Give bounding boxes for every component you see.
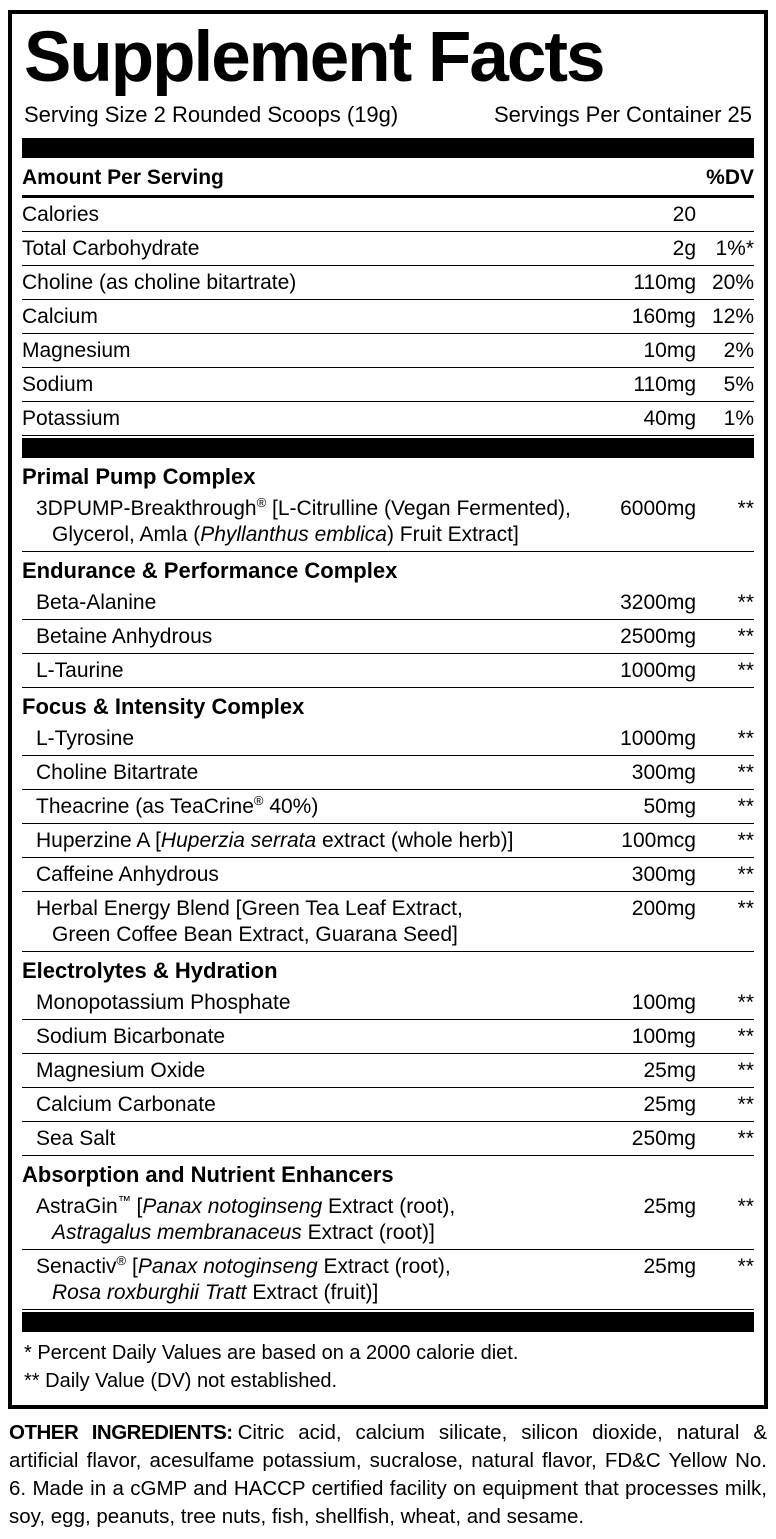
ingredient-name [22, 1024, 596, 1050]
ingredient-name [22, 760, 596, 786]
ingredient-amount: 250mg [631, 1127, 696, 1151]
nutrient-amount: 2g [672, 237, 696, 261]
ingredient-amount: 100mcg [621, 829, 696, 853]
divider-bar-bottom [22, 1312, 754, 1332]
footnote-dv-not-established: ** Daily Value (DV) not established. [24, 1370, 338, 1393]
ingredient-name [22, 590, 596, 616]
ingredient-name-line1: Calcium Carbonate [36, 1093, 216, 1117]
ingredient-dv: ** [737, 1093, 754, 1117]
nutrient-row [22, 300, 754, 334]
ingredient-row [22, 654, 754, 688]
ingredient-name [22, 1254, 596, 1306]
ingredient-name [22, 828, 596, 854]
ingredient-amount: 300mg [631, 761, 696, 785]
ingredient-name-line1: Huperzine A [Huperzia serrata extract (whole herb)] [36, 829, 514, 853]
ingredient-dv: ** [737, 795, 754, 819]
ingredient-name [22, 862, 596, 888]
ingredient-dv: ** [737, 1195, 754, 1219]
ingredient-row [22, 892, 754, 952]
other-ingredients-text: Citric acid, calcium silicate, silicon dioxide, natural & artificial flavor, acesulfame potassium, sucralose, natural flavor, FD&C Yellow No. 6. Made in a cGMP and HACCP certified facility on equipment that processes milk, soy, egg, peanuts, tree nuts, fish, shellfish, wheat, and sesame. [9, 1421, 768, 1529]
ingredient-amount: 3200mg [620, 591, 696, 615]
ingredient-name-line2: Astragalus membranaceus Extract (root)] [52, 1221, 435, 1245]
amount-per-serving-header: Amount Per Serving [22, 166, 224, 190]
ingredient-name [22, 1058, 596, 1084]
footnotes [22, 1332, 754, 1397]
ingredient-name [22, 1092, 596, 1118]
ingredient-row [22, 586, 754, 620]
section-absorption-nutrient-enhancers [22, 1156, 754, 1310]
ingredient-name [22, 896, 596, 948]
ingredient-amount: 6000mg [620, 497, 696, 521]
nutrient-amount: 110mg [633, 271, 696, 295]
ingredient-row [22, 1250, 754, 1310]
ingredient-name [22, 496, 596, 548]
nutrient-row [22, 198, 754, 232]
nutrient-row [22, 402, 754, 436]
ingredient-dv: ** [737, 659, 754, 683]
servings-per-container: Servings Per Container 25 [493, 102, 752, 128]
column-header-row [22, 158, 754, 198]
ingredient-amount: 1000mg [620, 659, 696, 683]
ingredient-dv: ** [737, 1255, 754, 1279]
ingredient-name-line1: Senactiv® [Panax notoginseng Extract (root), [36, 1253, 451, 1279]
ingredient-row [22, 824, 754, 858]
ingredient-dv: ** [737, 863, 754, 887]
ingredient-amount: 25mg [643, 1255, 696, 1279]
section-heading: Focus & Intensity Complex [22, 694, 305, 720]
ingredient-amount: 2500mg [620, 625, 696, 649]
ingredient-row [22, 790, 754, 824]
ingredient-row [22, 1122, 754, 1156]
nutrient-dv: 5% [723, 373, 754, 397]
ingredient-row [22, 1190, 754, 1250]
nutrient-dv: 20% [711, 271, 754, 295]
ingredient-name-line1: Choline Bitartrate [36, 761, 199, 785]
nutrient-dv: 1%* [715, 237, 754, 261]
ingredient-dv: ** [737, 625, 754, 649]
ingredient-row [22, 986, 754, 1020]
ingredient-name-line1: L-Taurine [36, 659, 124, 683]
ingredient-amount: 25mg [643, 1093, 696, 1117]
ingredient-amount: 1000mg [620, 727, 696, 751]
nutrient-dv: 12% [711, 305, 754, 329]
ingredient-name-line1: Beta-Alanine [36, 591, 157, 615]
ingredient-amount: 200mg [631, 897, 696, 921]
dv-header: %DV [706, 166, 754, 190]
panel-title: Supplement Facts [24, 18, 604, 97]
other-ingredients-label: OTHER INGREDIENTS: [9, 1421, 233, 1445]
ingredient-name-line1: Magnesium Oxide [36, 1059, 206, 1083]
ingredient-name [22, 624, 596, 650]
ingredient-amount: 25mg [643, 1195, 696, 1219]
supplement-facts-panel [8, 10, 768, 1409]
nutrient-name: Calcium [22, 305, 98, 329]
ingredient-amount: 300mg [631, 863, 696, 887]
ingredient-dv: ** [737, 727, 754, 751]
nutrient-name: Total Carbohydrate [22, 237, 200, 261]
nutrient-amount: 110mg [633, 373, 696, 397]
ingredient-name-line1: Sodium Bicarbonate [36, 1025, 226, 1049]
ingredient-name [22, 658, 596, 684]
ingredient-name-line1: Betaine Anhydrous [36, 625, 213, 649]
nutrient-dv: 1% [723, 407, 754, 431]
section-heading: Endurance & Performance Complex [22, 558, 398, 584]
ingredient-name [22, 726, 596, 752]
ingredient-row [22, 492, 754, 552]
ingredient-name-line2: Glycerol, Amla (Phyllanthus emblica) Fruit Extract] [52, 523, 519, 547]
nutrients-table [22, 198, 754, 436]
serving-size: Serving Size 2 Rounded Scoops (19g) [24, 102, 399, 128]
ingredient-amount: 100mg [631, 991, 696, 1015]
ingredient-name-line2: Rosa roxburghii Tratt Extract (fruit)] [52, 1281, 379, 1305]
ingredient-row [22, 1088, 754, 1122]
ingredient-dv: ** [737, 897, 754, 921]
section-electrolytes-hydration [22, 952, 754, 1156]
nutrient-row [22, 368, 754, 402]
serving-info [22, 100, 754, 138]
divider-bar-top [22, 138, 754, 158]
nutrient-amount: 40mg [643, 407, 696, 431]
nutrient-amount: 160mg [631, 305, 696, 329]
ingredient-amount: 25mg [643, 1059, 696, 1083]
nutrient-name: Potassium [22, 407, 121, 431]
ingredient-dv: ** [737, 591, 754, 615]
nutrient-amount: 20 [672, 203, 696, 227]
nutrient-row [22, 266, 754, 300]
nutrient-dv: 2% [723, 339, 754, 363]
ingredient-name-line1: Caffeine Anhydrous [36, 863, 219, 887]
nutrient-name: Magnesium [22, 339, 131, 363]
ingredient-dv: ** [737, 761, 754, 785]
ingredient-dv: ** [737, 1127, 754, 1151]
ingredient-row [22, 1054, 754, 1088]
nutrient-name: Sodium [22, 373, 94, 397]
ingredient-row [22, 1020, 754, 1054]
ingredient-amount: 100mg [631, 1025, 696, 1049]
nutrient-row [22, 334, 754, 368]
ingredient-name-line1: AstraGin™ [Panax notoginseng Extract (root), [36, 1193, 456, 1219]
nutrient-name: Choline (as choline bitartrate) [22, 271, 297, 295]
nutrient-row [22, 232, 754, 266]
nutrient-amount: 10mg [643, 339, 696, 363]
ingredient-name [22, 794, 596, 820]
section-heading: Absorption and Nutrient Enhancers [22, 1162, 394, 1188]
ingredient-name-line1: 3DPUMP-Breakthrough® [L-Citrulline (Vegan Fermented), [36, 495, 571, 521]
ingredient-name-line1: Sea Salt [36, 1127, 116, 1151]
ingredient-row [22, 858, 754, 892]
footnote-daily-values: * Percent Daily Values are based on a 2000 calorie diet. [24, 1342, 519, 1365]
ingredient-name [22, 1194, 596, 1246]
section-heading: Primal Pump Complex [22, 464, 256, 490]
divider-bar-middle [22, 438, 754, 458]
ingredient-row [22, 620, 754, 654]
section-endurance-performance-complex [22, 552, 754, 688]
ingredient-dv: ** [737, 991, 754, 1015]
section-primal-pump-complex [22, 458, 754, 552]
ingredient-name-line1: L-Tyrosine [36, 727, 135, 751]
ingredient-name-line1: Herbal Energy Blend [Green Tea Leaf Extract, [36, 897, 463, 921]
ingredient-name [22, 990, 596, 1016]
section-heading: Electrolytes & Hydration [22, 958, 278, 984]
ingredient-row [22, 756, 754, 790]
section-focus-intensity-complex [22, 688, 754, 952]
ingredient-row [22, 722, 754, 756]
ingredient-amount: 50mg [643, 795, 696, 819]
ingredient-dv: ** [737, 497, 754, 521]
ingredient-name [22, 1126, 596, 1152]
ingredient-dv: ** [737, 829, 754, 853]
nutrient-name: Calories [22, 203, 100, 227]
ingredient-name-line1: Theacrine (as TeaCrine® 40%) [36, 793, 319, 819]
other-ingredients [9, 1419, 767, 1531]
ingredient-name-line1: Monopotassium Phosphate [36, 991, 291, 1015]
ingredient-name-line2: Green Coffee Bean Extract, Guarana Seed] [52, 923, 458, 947]
ingredient-dv: ** [737, 1059, 754, 1083]
ingredient-dv: ** [737, 1025, 754, 1049]
